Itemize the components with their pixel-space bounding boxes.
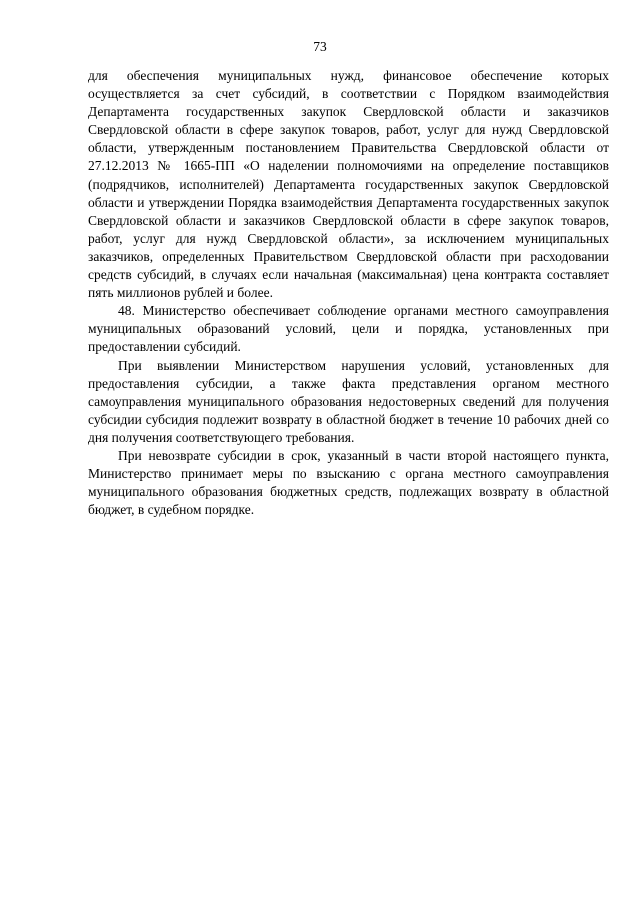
paragraph-non-return: При невозврате субсидии в срок, указанный в части второй настоящего пункта, Министерство принимает меры по взысканию с органа местного самоуправления муниципального образования бюджетных средств, подлежащих возврату в областной бюджет, в судебном порядке. — [88, 447, 609, 518]
item-48-text: Министерство обеспечивает соблюдение органами местного самоуправления муниципальных образований условий, цели и порядка, установленных при предоставлении субсидий. — [88, 303, 609, 355]
paragraph-item-48 — [88, 302, 609, 356]
page-number: 73 — [313, 39, 327, 54]
paragraph-continuation: для обеспечения муниципальных нужд, финансовое обеспечение которых осуществляется за счет субсидий, в соответствии с Порядком взаимодействия Департамента государственных закупок Свердловской области и заказчиков Свердловской области в сфере закупок товаров, работ, услуг для нужд Свердловской области, утвержденным постановлением Правительства Свердловской области от 27.12.2013 № 1665-ПП «О наделении полномочиями на определение поставщиков (подрядчиков, исполнителей) Департамента государственных закупок Свердловской области и утверждении Порядка взаимодействия Департамента государственных закупок Свердловской области и заказчиков Свердловской области в сфере закупок товаров, работ, услуг для нужд Свердловской области», за исключением муниципальных заказчиков, определенных Правительством Свердловской области при расходовании средств субсидий, в случаях если начальная (максимальная) цена контракта составляет пять миллионов рублей и более. — [88, 68, 609, 301]
paragraph-violation: При выявлении Министерством нарушения условий, установленных для предоставления субсидии, а также факта представления органом местного самоуправления муниципального образования недостоверных сведений для получения субсидии субсидия подлежит возврату в областной бюджет в течение 10 рабочих дней со дня получения соответствующего требования. — [88, 357, 609, 445]
item-number: 48. — [118, 303, 135, 319]
document-body — [88, 67, 609, 519]
